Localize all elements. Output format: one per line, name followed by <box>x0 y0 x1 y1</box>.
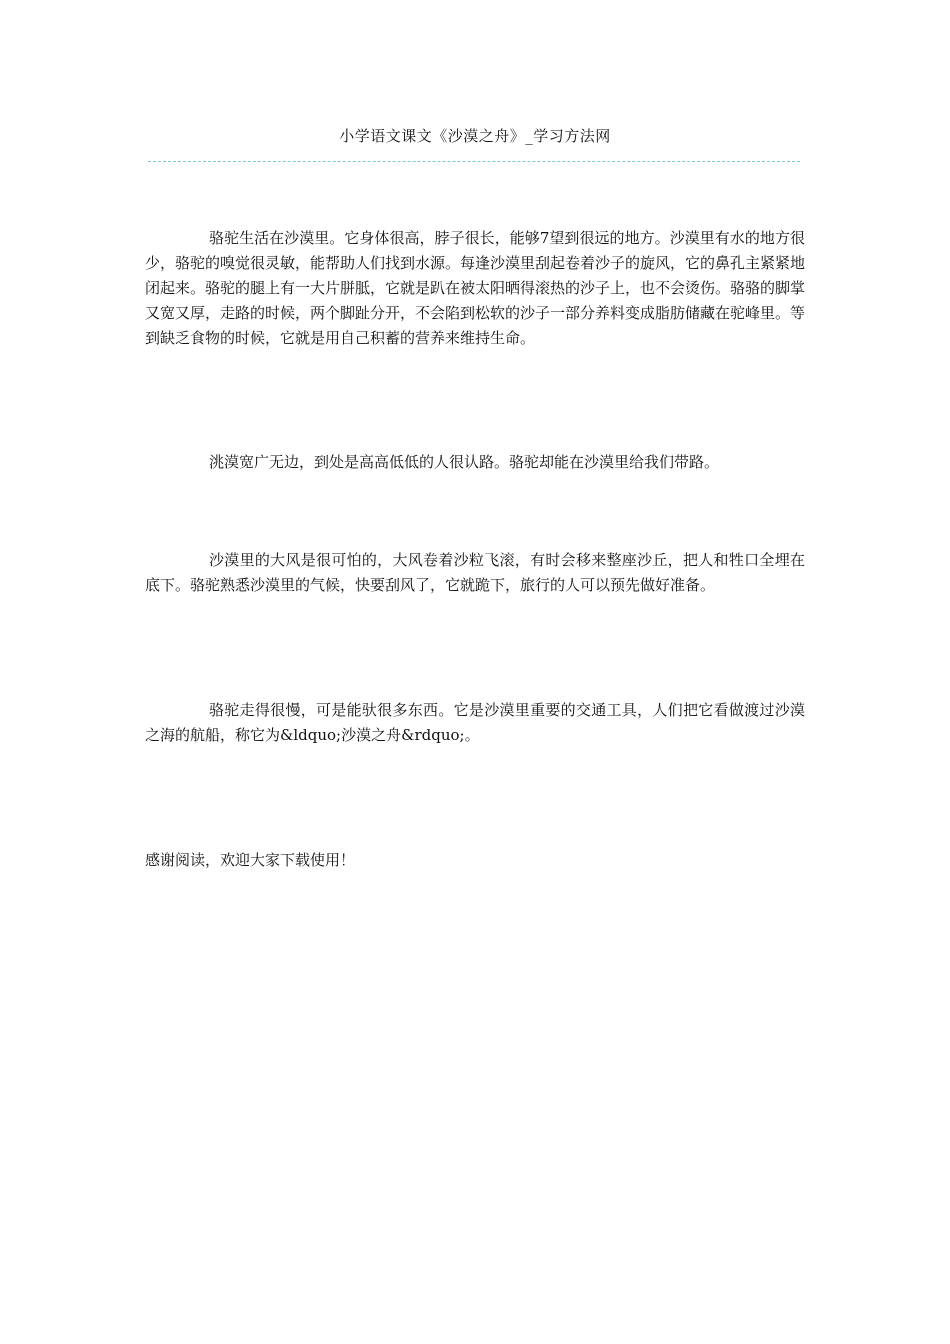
closing-note: 感谢阅读，欢迎大家下载使用！ <box>145 851 356 869</box>
document-title: 小学语文课文《沙漠之舟》_学习方法网 <box>339 127 611 145</box>
paragraph-camel-body: 骆驼生活在沙漠里。它身体很高，脖子很长，能够7望到很远的地方。沙漠里有水的地方很少，骆驼的嗅觉很灵敏，能帮助人们找到水源。每逢沙漠里刮起卷着沙子的旋风，它的鼻孔主紧紧地闭起来。骆驼的腿上有一大片胼胝，它就是趴在被太阳晒得滚热的沙子上，也不会烫伤。骆骆的脚掌又宽又厚，走路的时候，两个脚趾分开，不会陷到松软的沙子一部分养料变成脂肪储藏在驼峰里。等到缺乏食物的时候，它就是用自己积蓄的营养来维持生命。 <box>145 229 806 347</box>
paragraph-desert-wind: 沙漠里的大风是很可怕的，大风卷着沙粒飞滚，有时会移来整座沙丘，把人和牲口全埋在底下。骆驼熟悉沙漠里的气候，快要刮风了，它就跪下，旅行的人可以预先做好准备。 <box>145 551 805 594</box>
paragraph-desert-ship: 骆驼走得很慢，可是能驮很多东西。它是沙漠里重要的交通工具，人们把它看做渡过沙漠之海的航船，称它为&ldquo;沙漠之舟&rdquo;。 <box>145 701 805 744</box>
paragraph-desert-guide: 洮漠宽广无边，到处是高高低低的人很认路。骆驼却能在沙漠里给我们带路。 <box>209 453 720 471</box>
title-divider <box>148 161 800 162</box>
